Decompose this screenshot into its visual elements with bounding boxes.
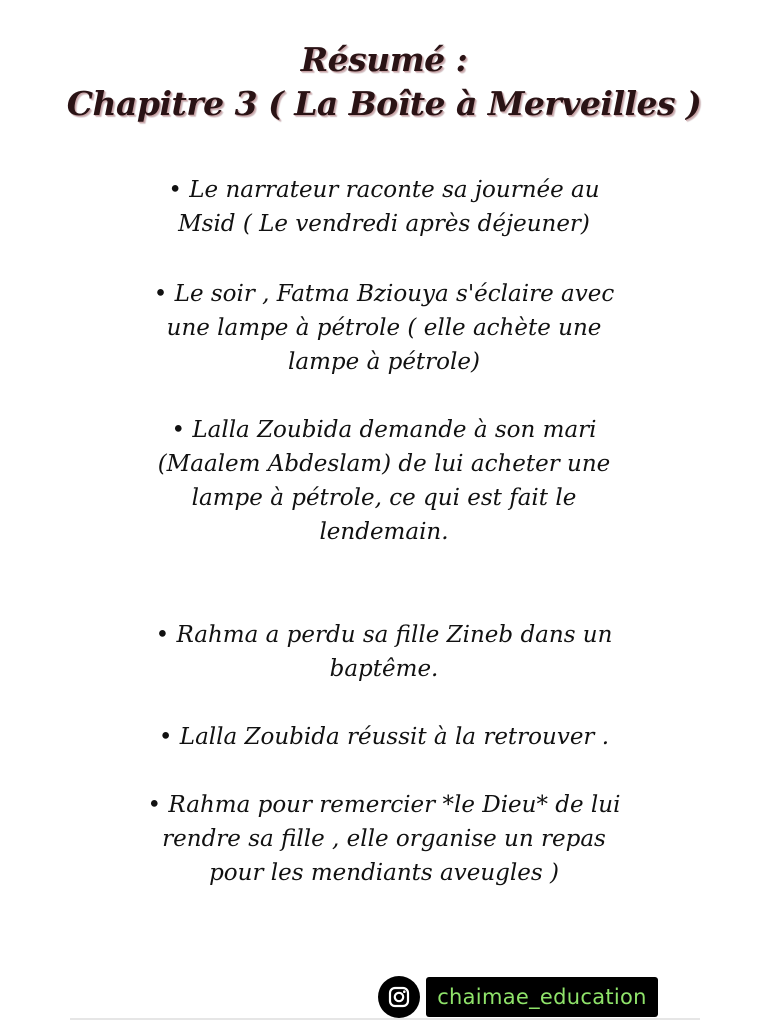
summary-bullet xyxy=(0,720,768,754)
social-credit xyxy=(378,976,658,1018)
instagram-icon xyxy=(378,976,420,1018)
bullet-line: (Maalem Abdeslam) de lui acheter une xyxy=(157,451,611,477)
summary-bullet xyxy=(0,413,768,549)
document-title xyxy=(0,38,768,126)
handle-badge xyxy=(426,977,658,1017)
bullet-line: baptême. xyxy=(329,656,439,682)
bullet-line: rendre sa fille , elle organise un repas xyxy=(162,826,606,852)
title-line-1: Résumé : xyxy=(300,40,468,79)
bullet-line: • Rahma a perdu sa fille Zineb dans un xyxy=(155,622,613,648)
summary-bullet xyxy=(0,173,768,241)
bullet-line: • Rahma pour remercier *le Dieu* de lui xyxy=(147,792,621,818)
bullet-line: une lampe à pétrole ( elle achète une xyxy=(166,315,602,341)
title-line-2: Chapitre 3 ( La Boîte à Merveilles ) xyxy=(66,84,702,123)
instagram-handle: chaimae_education xyxy=(437,985,647,1009)
bullet-line: lendemain. xyxy=(319,519,449,545)
bullet-line: Msid ( Le vendredi après déjeuner) xyxy=(178,211,590,237)
bullet-line: pour les mendiants aveugles ) xyxy=(209,860,559,886)
summary-bullet xyxy=(0,618,768,686)
bullet-line: • Lalla Zoubida demande à son mari xyxy=(171,417,597,443)
summary-bullet xyxy=(0,788,768,890)
bullet-line: • Le narrateur raconte sa journée au xyxy=(168,177,600,203)
bullet-line: lampe à pétrole, ce qui est fait le xyxy=(191,485,577,511)
bullet-line: lampe à pétrole) xyxy=(288,349,480,375)
bullet-line: • Lalla Zoubida réussit à la retrouver . xyxy=(158,724,610,750)
bullet-line: • Le soir , Fatma Bziouya s'éclaire avec xyxy=(153,281,615,307)
bottom-divider xyxy=(70,1018,700,1020)
summary-bullet xyxy=(0,277,768,379)
